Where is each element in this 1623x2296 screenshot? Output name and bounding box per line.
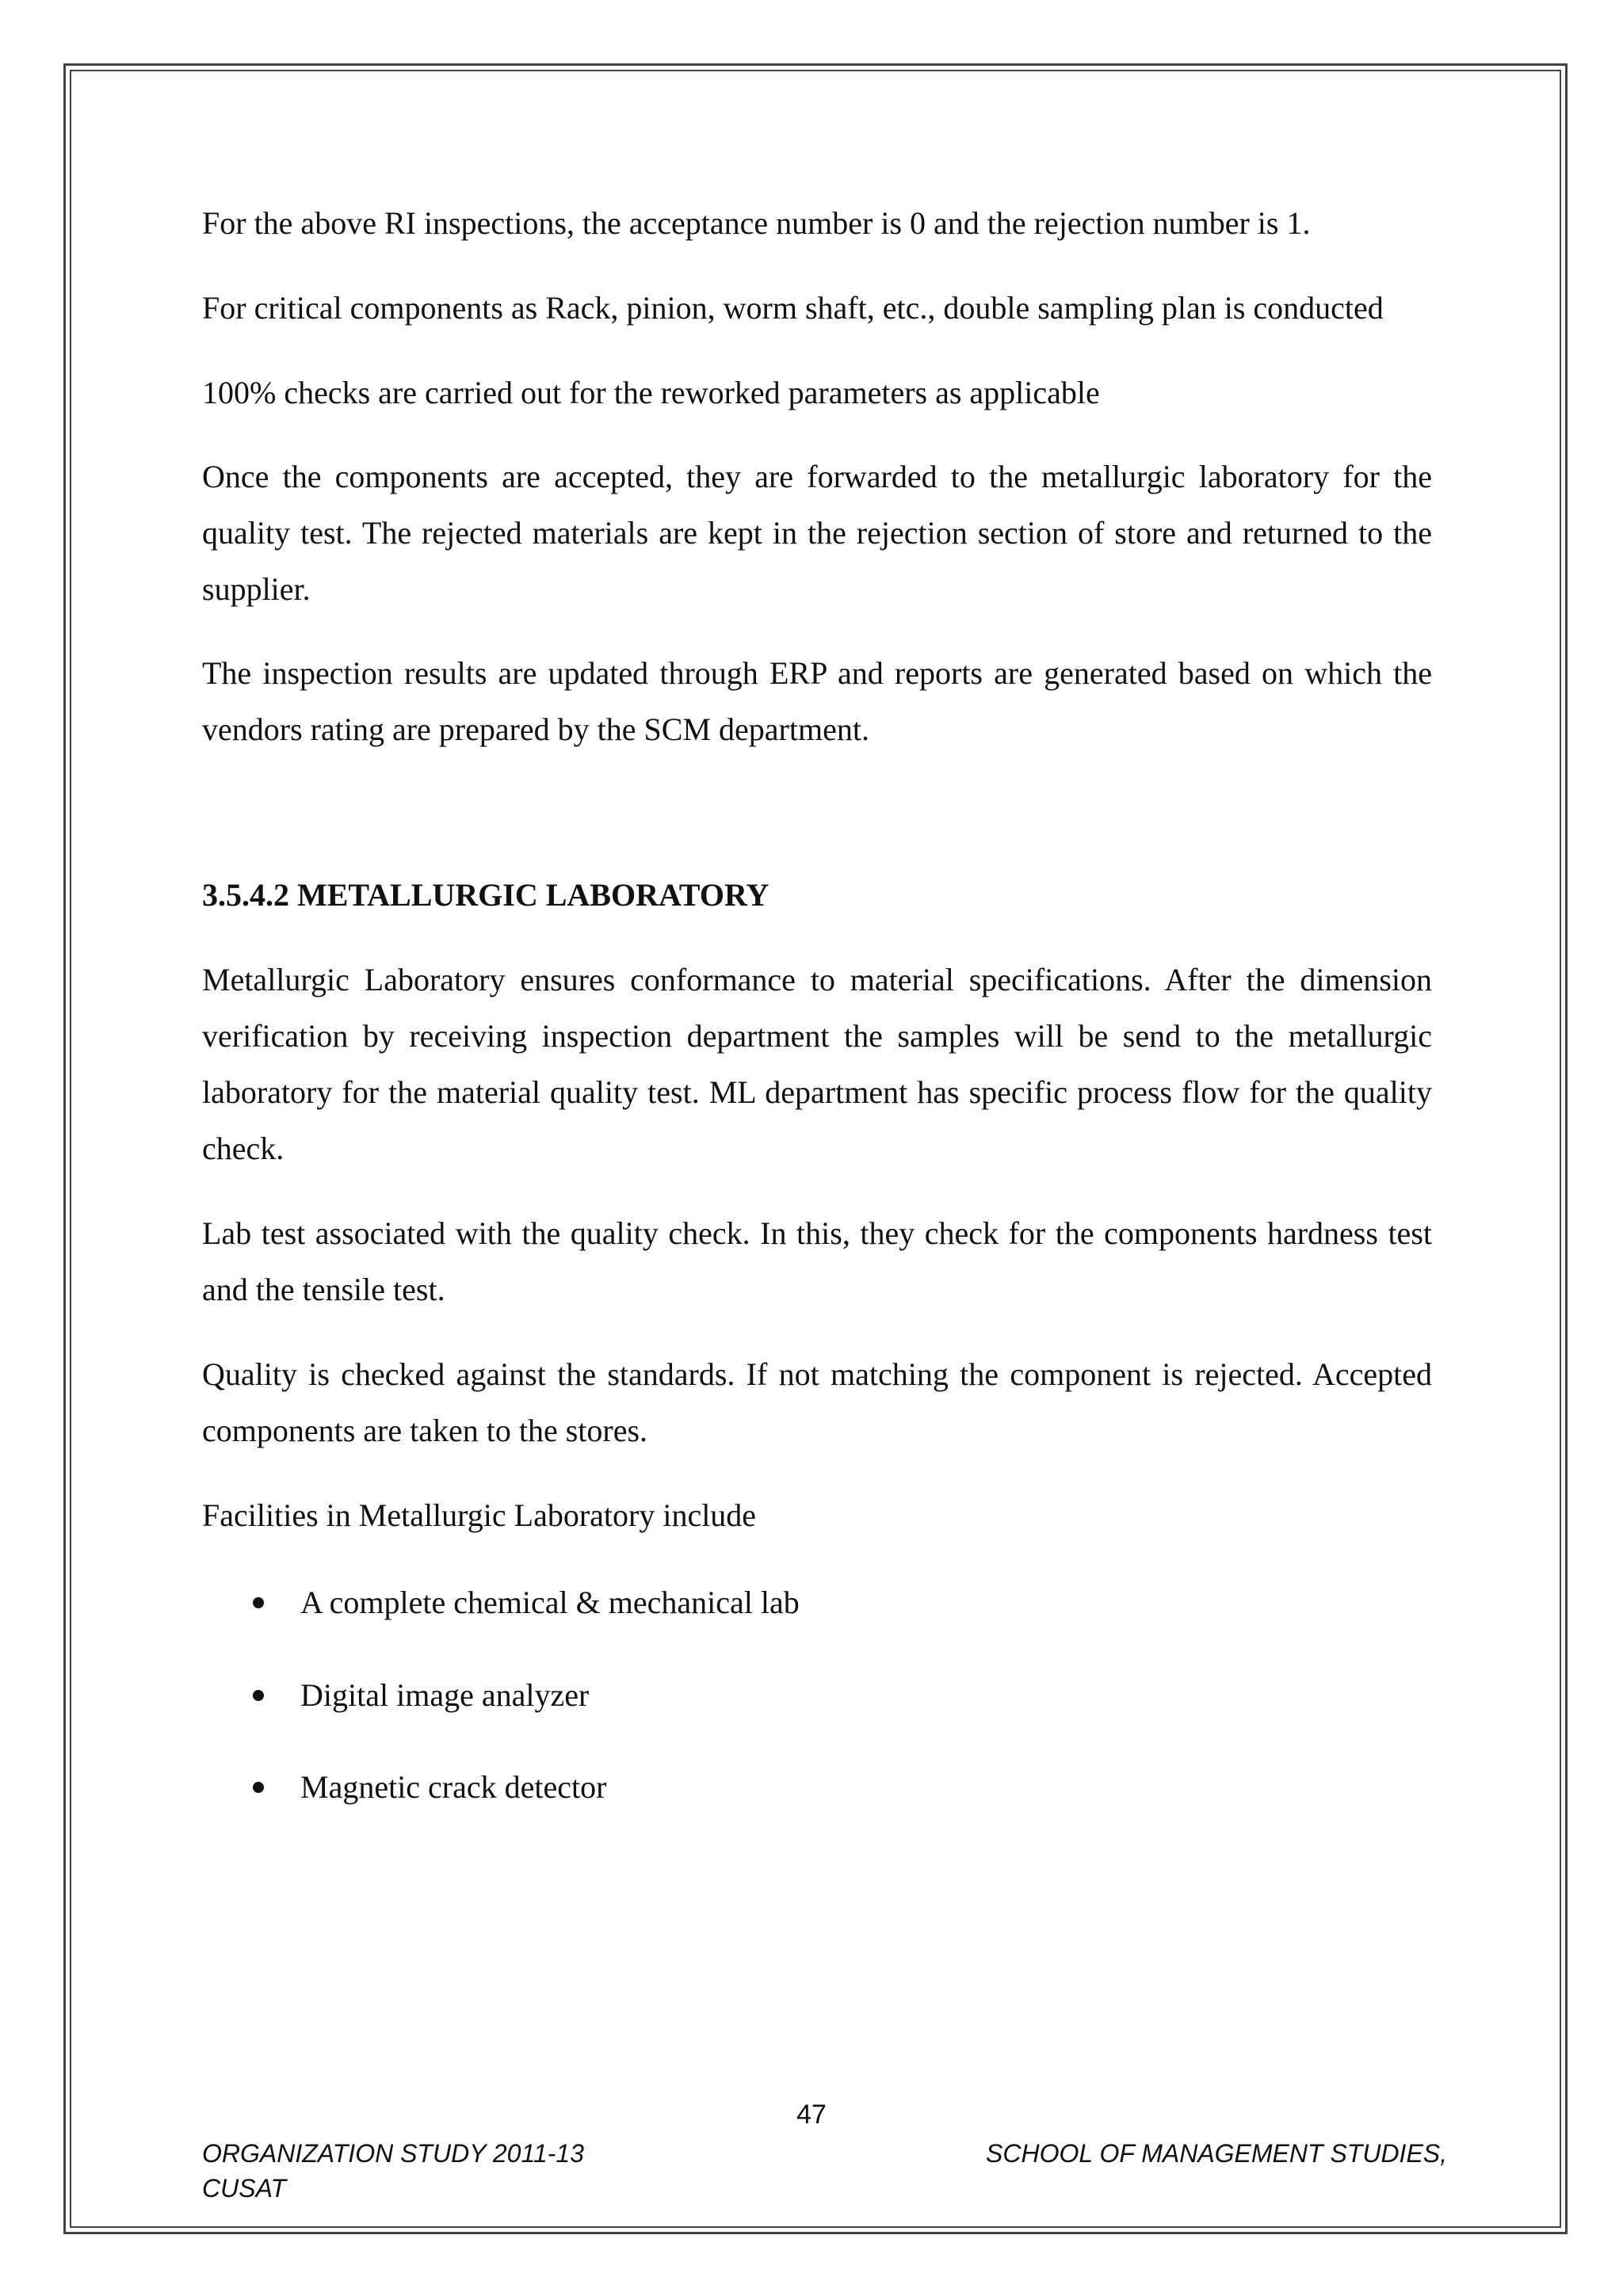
list-item-text: Magnetic crack detector — [300, 1769, 607, 1805]
paragraph-quality-standards: Quality is checked against the standards. If not matching the component is rejected. Accepted components are taken to the stores. — [202, 1356, 1432, 1448]
footer-continuation: CUSAT — [202, 2174, 287, 2203]
section-heading: 3.5.4.2 METALLURGIC LABORATORY — [202, 877, 769, 913]
list-item-text: A complete chemical & mechanical lab — [300, 1585, 800, 1620]
paragraph-reworked-checks: 100% checks are carried out for the reworked parameters as applicable — [202, 375, 1100, 410]
page-number: 47 — [796, 2100, 827, 2130]
paragraph-double-sampling: For critical components as Rack, pinion, worm shaft, etc., double sampling plan is conducted — [202, 290, 1384, 326]
paragraph-facilities-intro: Facilities in Metallurgic Laboratory include — [202, 1497, 757, 1533]
paragraph-accepted-components: Once the components are accepted, they are forwarded to the metallurgic laboratory for the quality test. The rejected materials are kept in the rejection section of store and returned to the supplier. — [202, 459, 1432, 607]
paragraph-lab-test: Lab test associated with the quality check. In this, they check for the components hardness test and the tensile test. — [202, 1215, 1432, 1307]
list-item-text: Digital image analyzer — [300, 1677, 590, 1713]
footer-right: SCHOOL OF MANAGEMENT STUDIES, — [986, 2139, 1448, 2168]
paragraph-metallurgic-intro: Metallurgic Laboratory ensures conformance to material specifications. After the dimension verification by receiving inspection department the samples will be send to the metallurgic laboratory for the material quality test. ML department has specific process flow for the quality check. — [202, 962, 1432, 1166]
footer-left: ORGANIZATION STUDY 2011-13 — [202, 2139, 584, 2168]
paragraph-inspection-results: The inspection results are updated through ERP and reports are generated based on which the vendors rating are prepared by the SCM department. — [202, 655, 1432, 747]
bullet-icon — [253, 1690, 264, 1701]
bullet-icon — [253, 1597, 264, 1608]
paragraph-acceptance-number: For the above RI inspections, the acceptance number is 0 and the rejection number is 1. — [202, 205, 1311, 241]
bullet-icon — [253, 1782, 264, 1793]
